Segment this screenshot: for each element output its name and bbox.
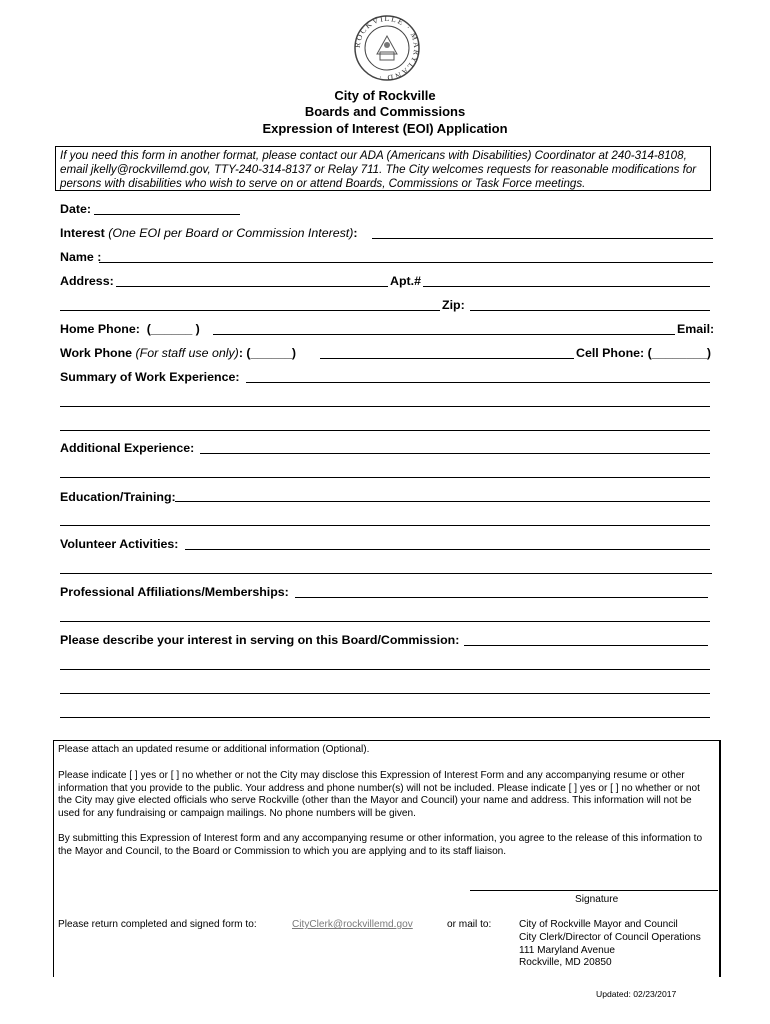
cell-phone-label xyxy=(576,346,711,360)
address-line-1: City of Rockville Mayor and Council xyxy=(519,919,678,930)
volunteer-label: Volunteer Activities: xyxy=(60,537,179,551)
describe-field-line-1[interactable] xyxy=(464,645,708,646)
summary-field-line-3[interactable] xyxy=(60,430,710,431)
address-label: Address: xyxy=(60,274,114,288)
describe-field-line-3[interactable] xyxy=(60,693,710,694)
title-boards: Boards and Commissions xyxy=(304,104,466,119)
work-phone-area-code[interactable]: : (______) xyxy=(238,346,296,360)
city-seal-logo xyxy=(353,14,421,82)
home-phone-label-text: Home Phone: xyxy=(60,322,140,336)
apt-label: Apt.# xyxy=(390,274,421,288)
education-field-line-2[interactable] xyxy=(60,525,710,526)
interest-hint: (One EOI per Board or Commission Interest) xyxy=(108,226,354,240)
education-label: Education/Training: xyxy=(60,490,176,504)
address-line-2: City Clerk/Director of Council Operations xyxy=(519,931,701,943)
cell-phone-field[interactable]: (________) xyxy=(647,346,711,360)
work-phone-field[interactable] xyxy=(320,358,574,359)
mailing-address xyxy=(519,919,701,970)
address-line-3: 111 Maryland Avenue xyxy=(519,944,615,956)
describe-label: Please describe your interest in serving on this Board/Commission: xyxy=(60,633,460,647)
seal-lettering: ROCKVILLE · MARYLAND · xyxy=(353,14,421,82)
date-field[interactable] xyxy=(94,214,240,215)
summary-field-line-1[interactable] xyxy=(246,382,710,383)
cell-phone-label-text: Cell Phone: xyxy=(576,346,645,360)
name-label: Name : xyxy=(60,250,102,264)
clerk-email-link[interactable]: CityClerk@rockvillemd.gov xyxy=(292,919,413,930)
summary-label: Summary of Work Experience: xyxy=(60,370,240,384)
work-phone-hint: (For staff use only) xyxy=(135,346,239,360)
signature-label: Signature xyxy=(575,894,619,905)
professional-field-line-1[interactable] xyxy=(295,597,708,598)
return-label: Please return completed and signed form to: xyxy=(58,919,257,930)
work-phone-label-text: Work Phone xyxy=(60,346,133,360)
address-line-4: Rockville, MD 20850 xyxy=(519,957,612,969)
zip-field[interactable] xyxy=(470,310,710,311)
release-agreement: By submitting this Expression of Interest form and any accompanying resume or other information, you agree to the release of this information to the Mayor and Council, to the Board or Commission to which you are applying and to its staff liaison. xyxy=(58,833,703,857)
home-phone-label xyxy=(60,322,200,336)
zip-label: Zip: xyxy=(442,298,465,312)
describe-field-line-4[interactable] xyxy=(60,717,710,718)
disclosure-consent: Please indicate [ ] yes or [ ] no whether or not the City may disclose this Expression of Interest Form and any accompanying resume or other information that you provide to the public. Your address and phone number(s) will not be included. Please indicate [ ] yes or [ ] no whether or not the City may give elected officials who serve Rockville (other than the Mayor and Council) your name and address. This information will not be used for any fundraising or campaign mailings. No phone numbers will be given. xyxy=(58,770,700,819)
interest-colon: : xyxy=(353,226,358,240)
summary-field-line-2[interactable] xyxy=(60,406,710,407)
home-phone-field[interactable] xyxy=(213,334,675,335)
additional-field-line-2[interactable] xyxy=(60,477,710,478)
home-phone-area-code[interactable]: (______ ) xyxy=(146,322,200,336)
attach-note: Please attach an updated resume or additional information (Optional). xyxy=(58,744,370,755)
title-form: Expression of Interest (EOI) Application xyxy=(262,121,508,136)
work-phone-label xyxy=(60,346,296,360)
volunteer-field-line-1[interactable] xyxy=(185,549,710,550)
additional-field-line-1[interactable] xyxy=(200,453,710,454)
updated-date: Updated: 02/23/2017 xyxy=(596,989,677,999)
accessibility-notice: If you need this form in another format, please contact our ADA (Americans with Disabilities) Coordinator at 240-314-8108, email jkelly@rockvillemd.gov, TTY-240-314-8137 or Relay 711. The City welcomes requests for reasonable modifications for persons with disabilities who wish to serve on or attend Boards, Commissions or Task Force meetings. xyxy=(55,146,711,191)
professional-label: Professional Affiliations/Memberships: xyxy=(60,585,289,599)
email-label: Email: xyxy=(677,322,715,336)
date-label: Date: xyxy=(60,202,91,216)
interest-label-text: Interest xyxy=(60,226,105,240)
mail-label: or mail to: xyxy=(447,919,492,930)
describe-field-line-2[interactable] xyxy=(60,669,710,670)
name-field[interactable] xyxy=(99,262,713,263)
education-field-line-1[interactable] xyxy=(175,501,710,502)
city-state-field[interactable] xyxy=(60,310,440,311)
additional-label: Additional Experience: xyxy=(60,441,195,455)
title-city: City of Rockville xyxy=(334,88,436,103)
interest-field[interactable] xyxy=(372,238,713,239)
volunteer-field-line-2[interactable] xyxy=(60,573,712,574)
address-field[interactable] xyxy=(116,286,388,287)
signature-field[interactable] xyxy=(470,890,718,891)
apt-field[interactable] xyxy=(423,286,710,287)
professional-field-line-2[interactable] xyxy=(60,621,710,622)
interest-label xyxy=(60,226,358,240)
